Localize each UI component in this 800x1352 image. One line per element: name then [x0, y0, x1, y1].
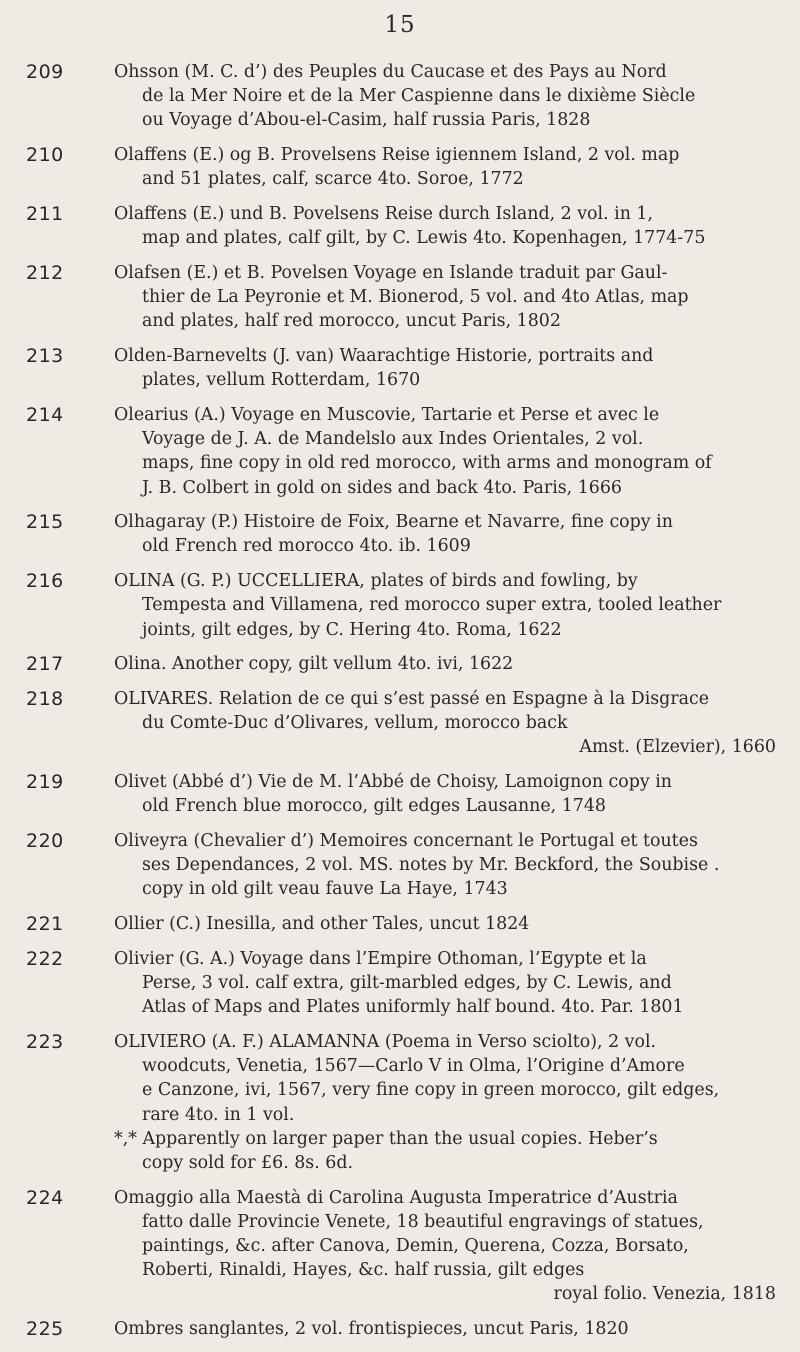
entry-line: plates, vellum Rotterdam, 1670	[142, 370, 421, 391]
entry-title-line: Olafsen (E.) et B. Povelsen Voyage en Islande traduit par Gaul-	[114, 262, 668, 283]
entry-line: thier de La Peyronie et M. Bionerod, 5 vol. and 4to Atlas, map	[142, 287, 689, 308]
entry-note: *,* Apparently on larger paper than the usual copies. Heber’s	[114, 1128, 658, 1149]
page-number: 15	[384, 12, 416, 38]
catalogue-entry	[26, 687, 778, 760]
entry-title-line: Ollier (C.) Inesilla, and other Tales, uncut 1824	[114, 914, 530, 935]
entry-line: du Comte-Duc d’Olivares, vellum, morocco back	[142, 713, 568, 734]
entry-line: e Canzone, ivi, 1567, very fine copy in green morocco, gilt edges,	[142, 1080, 720, 1101]
entry-title-line: Ohsson (M. C. d’) des Peuples du Caucase et des Pays au Nord	[114, 62, 667, 82]
entry-line: fatto dalle Provincie Venete, 18 beautiful engravings of statues,	[142, 1211, 704, 1232]
entry-line: de la Mer Noire et de la Mer Caspienne dans le dixième Siècle	[142, 86, 696, 107]
entry-line: J. B. Colbert in gold on sides and back 4to. Paris, 1666	[142, 477, 622, 498]
catalogue-entry	[26, 770, 778, 818]
lot-number: 216	[26, 570, 64, 593]
lot-number: 225	[26, 1318, 64, 1341]
catalogue-entry	[26, 143, 778, 191]
entry-title-line: Olearius (A.) Voyage en Muscovie, Tartarie et Perse et avec le	[114, 404, 660, 425]
catalogue-entry	[26, 1317, 778, 1341]
lot-number: 210	[26, 144, 64, 167]
entry-line: old French blue morocco, gilt edges Lausanne, 1748	[142, 796, 606, 817]
entry-title-line: Olhagaray (P.) Histoire de Foix, Bearne et Navarre, fine copy in	[114, 512, 673, 533]
entry-title-line: OLIVIERO (A. F.) ALAMANNA (Poema in Verso sciolto), 2 vol.	[114, 1031, 657, 1052]
entry-line: ou Voyage d’Abou-el-Casim, half russia Paris, 1828	[142, 110, 591, 131]
entry-line: Roberti, Rinaldi, Hayes, &c. half russia, gilt edges	[142, 1260, 585, 1281]
entry-line: copy in old gilt veau fauve La Haye, 1743	[142, 879, 508, 900]
catalogue-entry	[26, 947, 778, 1020]
lot-number: 214	[26, 403, 64, 426]
entry-title-line: Olivet (Abbé d’) Vie de M. l’Abbé de Choisy, Lamoignon copy in	[114, 772, 673, 793]
catalogue-entry	[26, 202, 778, 250]
entry-line: Atlas of Maps and Plates uniformly half bound. 4to. Par. 1801	[142, 997, 684, 1018]
lot-number: 217	[26, 653, 64, 676]
lot-number: 222	[26, 947, 64, 970]
lot-number: 218	[26, 687, 64, 710]
entry-title-line: Olina. Another copy, gilt vellum 4to. ivi, 1622	[114, 654, 514, 675]
entry-title-line: Omaggio alla Maestà di Carolina Augusta Imperatrice d’Austria	[114, 1187, 678, 1208]
lot-number: 224	[26, 1186, 64, 1209]
entry-title-line: OLIVARES. Relation de ce qui s’est passé en Espagne à la Disgrace	[114, 688, 710, 709]
entry-note: copy sold for £6. 8s. 6d.	[142, 1152, 354, 1173]
catalogue-entry	[26, 1186, 778, 1307]
entry-line: old French red morocco 4to. ib. 1609	[142, 536, 471, 557]
catalogue-entry	[26, 912, 778, 936]
catalogue-entry	[26, 652, 778, 676]
entry-line: royal folio. Venezia, 1818	[553, 1284, 776, 1305]
lot-number: 220	[26, 829, 64, 852]
entry-line: and plates, half red morocco, uncut Paris, 1802	[142, 311, 561, 332]
entry-line: ses Dependances, 2 vol. MS. notes by Mr. Beckford, the Soubise .	[142, 855, 720, 876]
catalogue-entry	[26, 403, 778, 500]
catalogue-entry	[26, 1030, 778, 1175]
catalogue-entry	[26, 60, 778, 133]
lot-number: 219	[26, 771, 64, 794]
lot-number: 215	[26, 511, 64, 534]
lot-number: 209	[26, 61, 64, 83]
catalogue-entries	[26, 60, 778, 1352]
entry-line: map and plates, calf gilt, by C. Lewis 4to. Kopenhagen, 1774-75	[142, 228, 706, 249]
entry-title-line: Olaffens (E.) und B. Povelsens Reise durch Island, 2 vol. in 1,	[114, 204, 654, 225]
lot-number: 221	[26, 913, 64, 936]
entry-title-line: Ombres sanglantes, 2 vol. frontispieces, uncut Paris, 1820	[114, 1319, 629, 1340]
entry-line: maps, fine copy in old red morocco, with arms and monogram of	[142, 453, 712, 474]
entry-title-line: Olivier (G. A.) Voyage dans l’Empire Othoman, l’Egypte et la	[114, 948, 647, 969]
entry-title-line: OLINA (G. P.) UCCELLIERA, plates of birds and fowling, by	[114, 571, 638, 592]
catalogue-entry	[26, 510, 778, 558]
entry-line: paintings, &c. after Canova, Demin, Querena, Cozza, Borsato,	[142, 1236, 689, 1257]
entry-line: Amst. (Elzevier), 1660	[579, 737, 776, 758]
entry-line: rare 4to. in 1 vol.	[142, 1104, 295, 1125]
lot-number: 213	[26, 345, 64, 368]
entry-line: and 51 plates, calf, scarce 4to. Soroe, 1772	[142, 169, 524, 190]
catalogue-entry	[26, 261, 778, 334]
lot-number: 211	[26, 203, 64, 226]
lot-number: 212	[26, 261, 64, 284]
entry-title-line: Olden-Barnevelts (J. van) Waarachtige Historie, portraits and	[114, 346, 654, 367]
entry-title-line: Oliveyra (Chevalier d’) Memoires concernant le Portugal et toutes	[114, 830, 698, 851]
catalogue-entry	[26, 569, 778, 642]
entry-line: Tempesta and Villamena, red morocco super extra, tooled leather	[142, 595, 722, 616]
entry-line: Voyage de J. A. de Mandelslo aux Indes Orientales, 2 vol.	[142, 429, 644, 450]
entry-line: Perse, 3 vol. calf extra, gilt-marbled edges, by C. Lewis, and	[142, 973, 672, 993]
lot-number: 223	[26, 1030, 64, 1053]
entry-line: woodcuts, Venetia, 1567—Carlo V in Olma, l’Origine d’Amore	[142, 1056, 685, 1077]
entry-title-line: Olaffens (E.) og B. Provelsens Reise igiennem Island, 2 vol. map	[114, 145, 680, 166]
entry-line: joints, gilt edges, by C. Hering 4to. Roma, 1622	[142, 619, 562, 640]
catalogue-entry	[26, 829, 778, 902]
catalogue-entry	[26, 344, 778, 392]
